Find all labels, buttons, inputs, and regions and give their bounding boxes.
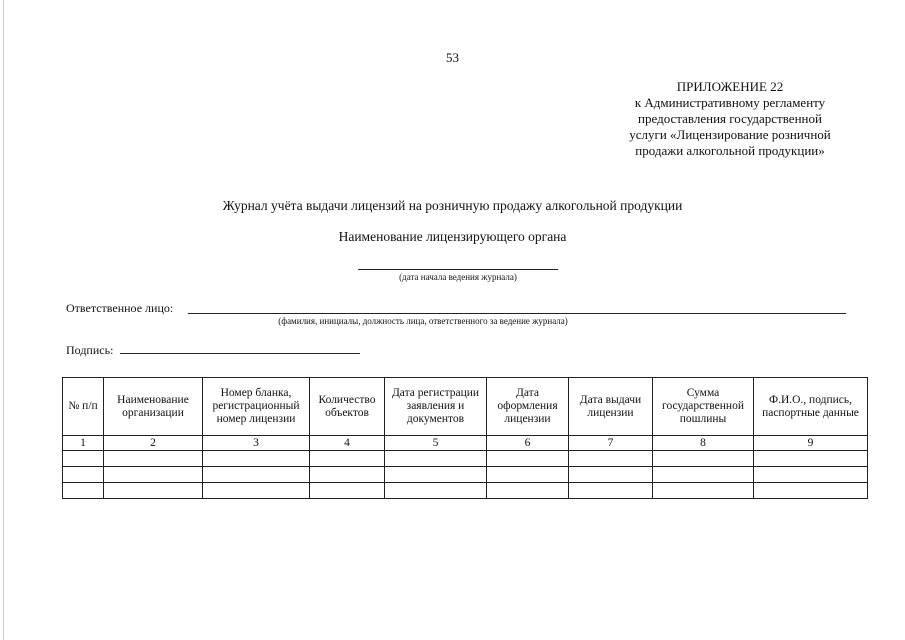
appendix-line-1: к Административному регламенту bbox=[634, 95, 826, 110]
page-number: 53 bbox=[446, 50, 459, 65]
column-number: 3 bbox=[203, 436, 310, 451]
appendix-line-2: предоставления государственной bbox=[638, 111, 822, 126]
responsible-label: Ответственное лицо: bbox=[66, 301, 174, 315]
appendix-block bbox=[560, 79, 900, 159]
header-signature: Ф.И.О., подпись, паспортные данные bbox=[754, 378, 868, 436]
responsible-caption: (фамилия, инициалы, должность лица, ответственного за ведение журнала) bbox=[278, 316, 568, 326]
date-caption: (дата начала ведения журнала) bbox=[399, 272, 517, 282]
header-delivery-date: Дата выдачи лицензии bbox=[569, 378, 653, 436]
table-row bbox=[63, 467, 868, 483]
authority-label: Наименование лицензирующего органа bbox=[338, 229, 567, 244]
table-row bbox=[63, 451, 868, 467]
column-number: 6 bbox=[487, 436, 569, 451]
column-number: 7 bbox=[569, 436, 653, 451]
responsible-blank-line bbox=[188, 313, 846, 314]
appendix-line-3: услуги «Лицензирование розничной bbox=[629, 127, 831, 142]
journal-title: Журнал учёта выдачи лицензий на розничную продажу алкогольной продукции bbox=[222, 198, 683, 213]
header-fee: Сумма государственной пошлины bbox=[653, 378, 754, 436]
header-organization: Наименование организации bbox=[104, 378, 203, 436]
date-blank-line bbox=[358, 269, 558, 270]
table-header-row bbox=[63, 378, 868, 436]
column-number-row bbox=[63, 436, 868, 451]
header-issue-prepared-date: Дата оформления лицензии bbox=[487, 378, 569, 436]
column-number: 5 bbox=[385, 436, 487, 451]
signature-blank-line bbox=[120, 353, 360, 354]
column-number: 2 bbox=[104, 436, 203, 451]
signature-label: Подпись: bbox=[66, 343, 114, 357]
header-number: № п/п bbox=[63, 378, 104, 436]
journal-table bbox=[62, 377, 868, 499]
column-number: 8 bbox=[653, 436, 754, 451]
column-number: 4 bbox=[310, 436, 385, 451]
appendix-title: ПРИЛОЖЕНИЕ 22 bbox=[676, 79, 784, 94]
header-license-number: Номер бланка, регистрационный номер лицензии bbox=[203, 378, 310, 436]
column-number: 9 bbox=[754, 436, 868, 451]
scan-edge-line bbox=[3, 0, 4, 640]
table-row bbox=[63, 483, 868, 499]
appendix-line-4: продажи алкогольной продукции» bbox=[635, 143, 825, 158]
header-registration-date: Дата регистрации заявления и документов bbox=[385, 378, 487, 436]
column-number: 1 bbox=[63, 436, 104, 451]
header-object-count: Количество объектов bbox=[310, 378, 385, 436]
